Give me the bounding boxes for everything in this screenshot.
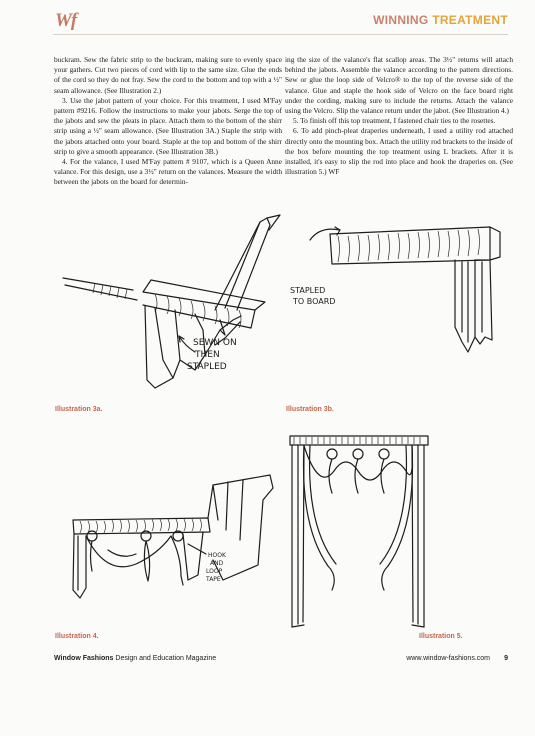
illustration-3b-caption: Illustration 3b.: [286, 406, 334, 413]
footer-publication-name: Window Fashions: [54, 655, 114, 662]
ill-3b-note-line-2: TO BOARD: [293, 297, 336, 306]
ill-4-note-line-2: AND: [210, 560, 224, 567]
page-number: 9: [504, 655, 508, 662]
magazine-logo: Wf: [55, 10, 77, 31]
illustration-5-caption: Illustration 5.: [419, 633, 463, 640]
footer-website-link[interactable]: www.window-fashions.com: [406, 655, 490, 662]
article-paragraph: buckram. Sew the fabric strip to the buckram, making sure to evenly space your gathers. Cut two pieces of cord with lip to the same size. Glue the ends of the cord so they do not fray. Sew the cord to the bottom and top with a ½" seam allowance. (See Illustration 2.): [54, 55, 282, 95]
illustration-3a-caption: Illustration 3a.: [55, 406, 103, 413]
article-paragraph: 3. Use the jabot pattern of your choice. For this treatment, I used M'Fay pattern #9216. Follow the instructions to make your jabots. Serge the top of the jabots and sew the pleats in place. Attach them to the bottom of the shirr strip using a ½" seam allowance. (See Illustration 3A.) Staple the strip with the jabots attached onto your board. Staple at the top and bottom of the shirr strip to give a smooth appearance. (See Illustration 3B.): [54, 95, 282, 156]
footer-publication-subtitle: Design and Education Magazine: [113, 655, 217, 662]
ill-3a-note-line-3: STAPLED: [187, 362, 227, 372]
article-paragraph: ing the size of the valance's flat scallop areas. The 3½" returns will attach behind the jabots. Assemble the valance according to the pattern directions. Sew or glue the loop side of Velcro® to the top of the reverse side of the valance. Glue and staple the hook side of Velcro on the face board right under the cording, making sure to include the returns. Attach the valance using the Velcro. Slip the valance return under the jabot. (See Illustration 4.): [285, 55, 513, 116]
illustration-3a-drawing: [55, 210, 285, 400]
illustration-3b-drawing: [290, 212, 505, 372]
article-paragraph: 4. For the valance, I used M'Fay pattern # 9107, which is a Queen Anne valance. For this design, use a 3½" return on the valances. Measure the width between the jabots on the board for determin-: [54, 157, 282, 187]
article-paragraph: 6. To add pinch-pleat draperies underneath, I used a utility rod attached directly onto the mounting box. Attach the utility rod brackets to the inside of the box before mounting the top treatment using L brackets. After it is installed, it's easy to slip the rod into place and hook the draperies on. (See illustration 5.) WF: [285, 126, 513, 177]
ill-4-note-line-4: TAPE: [206, 576, 221, 583]
illustration-4-caption: Illustration 4.: [55, 633, 99, 640]
article-paragraph: 5. To finish off this top treatment, I fastened chair ties to the rosettes.: [293, 116, 496, 126]
page-footer: [54, 655, 508, 662]
article-column-right: [285, 55, 513, 177]
section-title-word-2: TREATMENT: [432, 13, 508, 27]
article-column-left: [54, 55, 282, 188]
ill-3a-note-line-2: THEN: [195, 350, 220, 360]
ill-3a-note-line-1: SEWN ON: [193, 338, 237, 348]
ill-4-note-line-1: HOOK: [208, 552, 226, 559]
section-title-word-1: WINNING: [373, 13, 429, 27]
illustration-5-drawing: [288, 432, 438, 632]
section-title: [373, 13, 508, 27]
ill-3b-note-line-1: STAPLED: [290, 286, 326, 295]
illustration-4-drawing: [58, 470, 288, 610]
ill-4-note-line-3: LOOP: [206, 568, 223, 575]
header-divider: [53, 34, 508, 35]
